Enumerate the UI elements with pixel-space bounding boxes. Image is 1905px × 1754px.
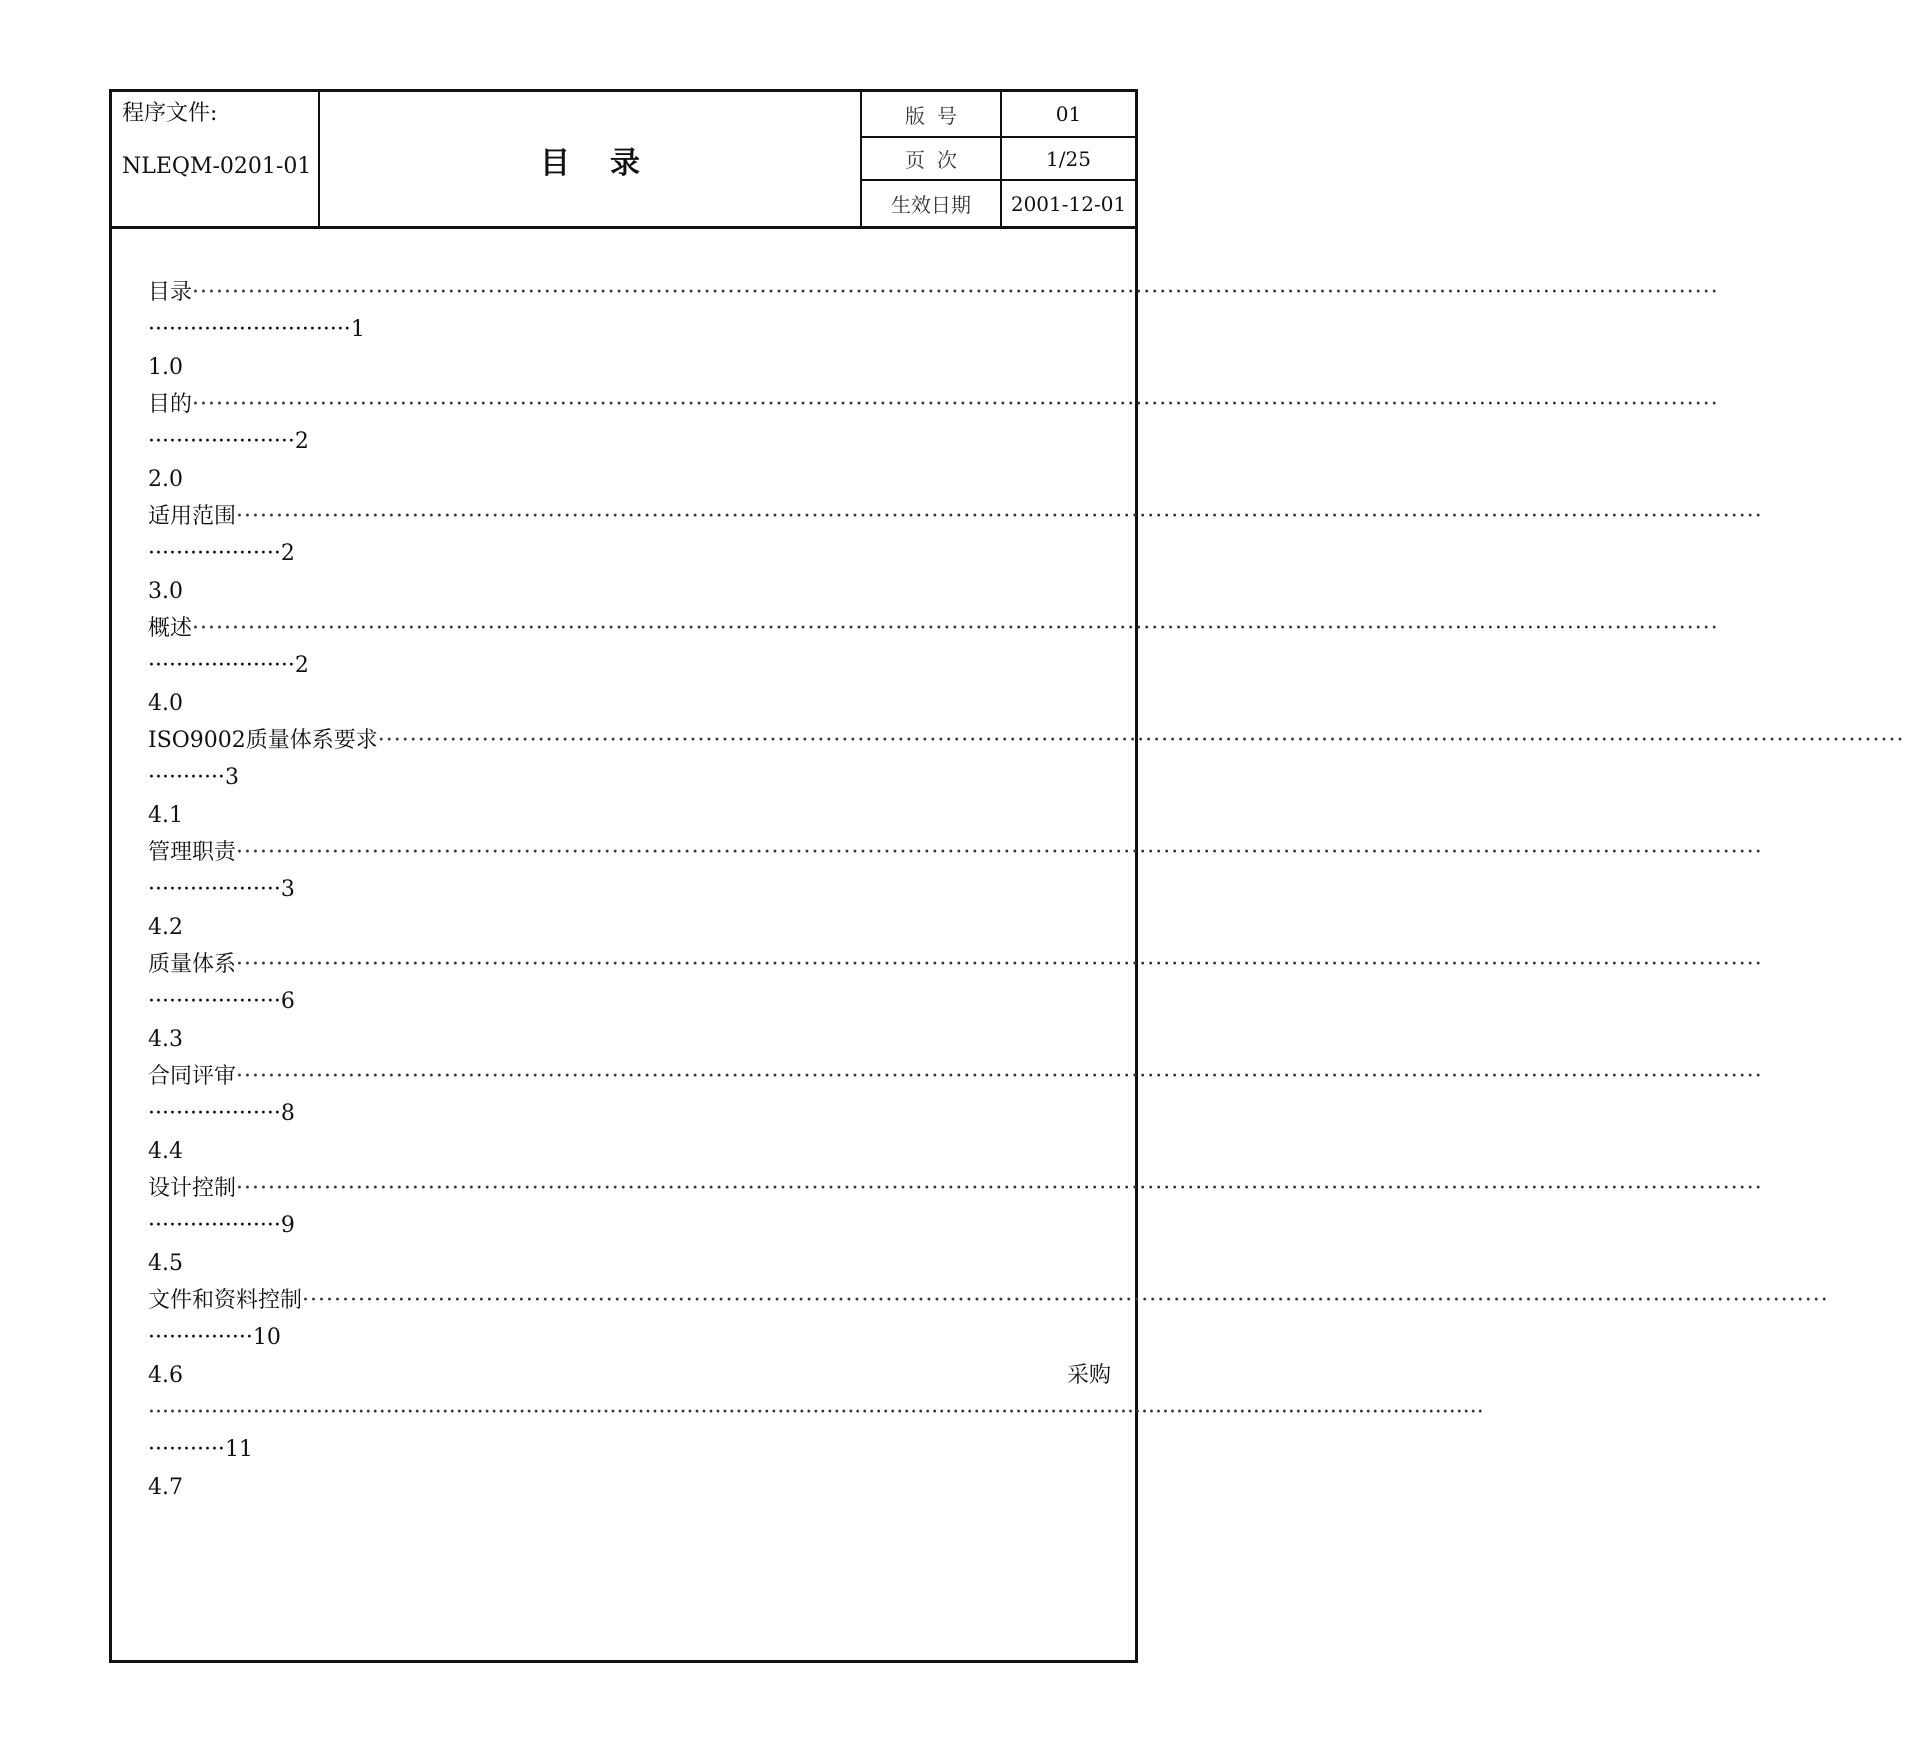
toc-continuation — [148, 760, 1111, 796]
toc-number: 4.4 — [148, 1139, 183, 1164]
toc-leader: ··········· — [148, 765, 225, 790]
toc-continuation — [148, 424, 1111, 460]
document-header — [112, 92, 1135, 229]
toc-leader: ··············· — [148, 1325, 253, 1350]
toc-leader: ··················· — [148, 1213, 281, 1238]
toc-leader: ··················· — [148, 1101, 281, 1126]
toc-title: 设计控制 — [148, 1176, 237, 1201]
version-value: 01 — [1002, 92, 1135, 138]
toc-continuation — [148, 536, 1111, 572]
toc-number: 4.6 — [148, 1363, 183, 1388]
toc-continuation — [148, 312, 1111, 348]
toc-leader: ······························································································································································································· — [192, 616, 1719, 641]
toc-page: 11 — [224, 1437, 253, 1462]
toc-continuation — [148, 984, 1111, 1020]
toc-continuation — [148, 1096, 1111, 1132]
toc-leader: ······························································································································································································· — [236, 504, 1763, 529]
toc-title: 适用范围 — [148, 504, 237, 529]
toc-title: 管理职责 — [148, 840, 237, 865]
toc-entry[interactable] — [148, 499, 1763, 535]
document-page — [109, 89, 1905, 1663]
toc-leader: ······························································································································································································· — [148, 1400, 1484, 1425]
meta-values-cell — [1002, 92, 1135, 226]
toc-title: 采购 — [1066, 1363, 1111, 1388]
toc-continuation — [148, 648, 1111, 684]
toc-continuation — [148, 1432, 1111, 1468]
toc-title: 合同评审 — [148, 1064, 237, 1089]
toc-leader: ··········· — [148, 1437, 225, 1462]
toc-leader: ····························· — [148, 317, 351, 342]
toc-leader: ······························································································································································································· — [236, 952, 1763, 977]
toc-number: 4.5 — [148, 1251, 183, 1276]
toc-page: 2 — [294, 653, 309, 678]
toc-continuation — [148, 1208, 1111, 1244]
effective-date-label: 生效日期 — [891, 193, 971, 217]
toc-leader: ······························································································································································································· — [192, 392, 1719, 417]
toc-title: 目录 — [148, 280, 193, 305]
toc-entry-split[interactable] — [148, 1358, 1111, 1394]
toc-entry[interactable] — [148, 947, 1763, 983]
page-value: 1/25 — [1002, 138, 1135, 181]
toc-page: 2 — [280, 541, 295, 566]
effective-date-value: 2001-12-01 — [1010, 191, 1127, 216]
toc-number: 2.0 — [148, 467, 183, 492]
toc-page: 2 — [294, 429, 309, 454]
doc-id-cell — [112, 92, 320, 226]
toc-number: 3.0 — [148, 579, 183, 604]
doc-code: NLEQM-0201-01 — [122, 154, 312, 179]
toc-page: 3 — [224, 765, 239, 790]
toc-entry[interactable] — [148, 1059, 1763, 1095]
toc-page: 1 — [350, 317, 365, 342]
version-label: 版号 — [862, 92, 1000, 138]
toc-entry[interactable] — [148, 723, 1905, 759]
toc-leader-line — [148, 1395, 1484, 1431]
page-label: 页次 — [862, 138, 1000, 181]
toc-entry[interactable] — [148, 835, 1763, 871]
page-title: 目录 — [540, 146, 680, 181]
toc-page: 8 — [280, 1101, 295, 1126]
doc-type-label: 程序文件: — [122, 101, 218, 126]
toc-leader: ······························································································································································································· — [236, 1176, 1763, 1201]
toc-number: 4.1 — [148, 803, 183, 828]
toc-page: 3 — [280, 877, 295, 902]
toc-entry[interactable] — [148, 611, 1719, 647]
toc-leader: ····················· — [148, 653, 295, 678]
toc-number: 1.0 — [148, 355, 183, 380]
toc-entry[interactable] — [148, 1171, 1763, 1207]
toc-title: ISO9002质量体系要求 — [148, 728, 378, 753]
title-cell — [320, 92, 862, 226]
toc-number: 4.0 — [148, 691, 183, 716]
toc-leader: ······························································································································································································· — [236, 840, 1763, 865]
toc-title: 目的 — [148, 392, 193, 417]
toc-entry[interactable] — [148, 1283, 1829, 1319]
toc-continuation — [148, 1320, 1111, 1356]
toc-leader: ··················· — [148, 989, 281, 1014]
toc-leader: ······························································································································································································· — [192, 280, 1719, 305]
toc-number: 4.3 — [148, 1027, 183, 1052]
toc-entry[interactable] — [148, 387, 1719, 423]
toc-title: 文件和资料控制 — [148, 1288, 303, 1313]
toc-leader: ····················· — [148, 429, 295, 454]
toc-title: 质量体系 — [148, 952, 237, 977]
toc-continuation — [148, 872, 1111, 908]
toc-page: 9 — [280, 1213, 295, 1238]
meta-labels-cell — [862, 92, 1002, 226]
toc-leader: ··················· — [148, 877, 281, 902]
toc-title: 概述 — [148, 616, 193, 641]
toc-leader: ······························································································································································································· — [377, 728, 1905, 753]
toc-number: 4.7 — [148, 1475, 183, 1500]
toc-page: 6 — [280, 989, 295, 1014]
toc-leader: ······························································································································································································· — [302, 1288, 1829, 1313]
toc-page: 10 — [252, 1325, 281, 1350]
toc-number: 4.2 — [148, 915, 183, 940]
toc-leader: ··················· — [148, 541, 281, 566]
toc-entry-title[interactable] — [148, 275, 1719, 311]
toc-leader: ······························································································································································································· — [236, 1064, 1763, 1089]
